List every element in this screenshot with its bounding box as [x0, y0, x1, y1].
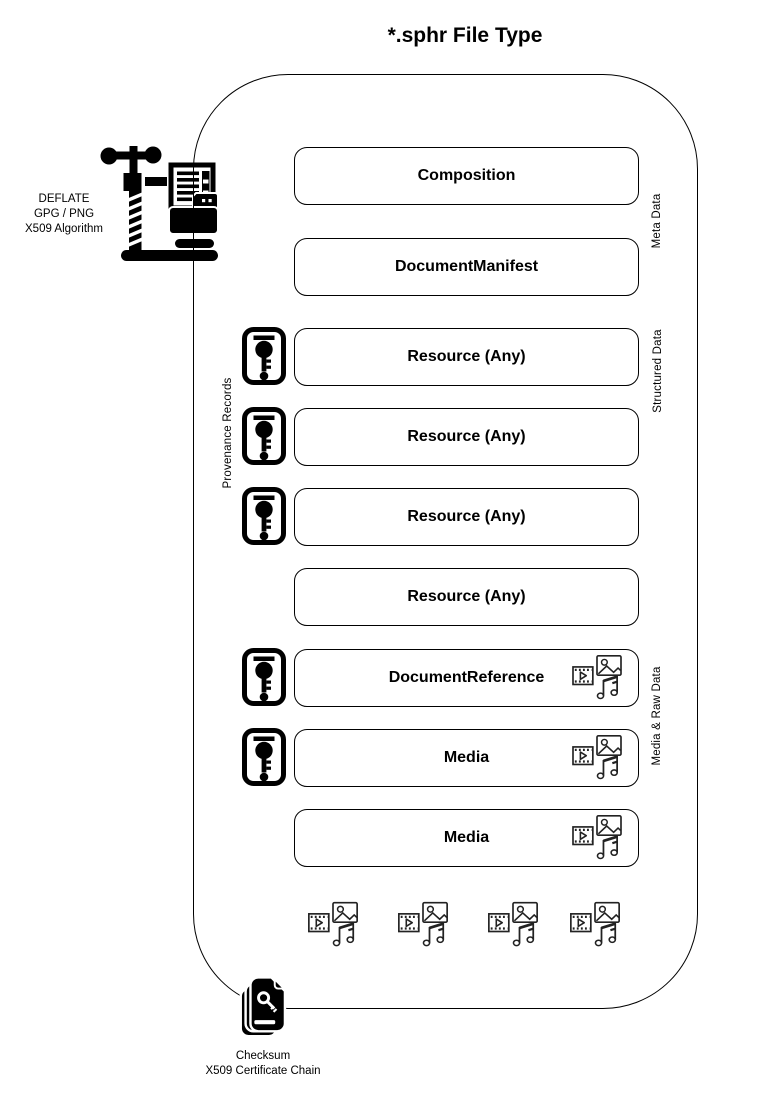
algorithm-note-line: X509 Algorithm: [25, 223, 103, 235]
box-label: Resource (Any): [407, 428, 526, 445]
box-resource-1: [294, 328, 639, 386]
checksum-certificate-icon: [238, 974, 294, 1042]
section-label-meta-data: Meta Data: [651, 193, 663, 249]
box-label: DocumentManifest: [394, 258, 539, 275]
page-title: *.sphr File Type: [387, 24, 543, 47]
key-icon: [242, 487, 286, 545]
algorithm-note-line: GPG / PNG: [33, 208, 95, 220]
media-icons: [570, 814, 624, 862]
box-label: DocumentReference: [388, 669, 545, 686]
media-icons: [307, 899, 359, 951]
box-resource-3: [294, 488, 639, 546]
algorithm-note-line: DEFLATE: [38, 193, 90, 205]
box-label: Resource (Any): [407, 588, 526, 605]
box-label: Resource (Any): [407, 508, 526, 525]
box-composition: [294, 147, 639, 205]
box-label: Media: [443, 749, 490, 766]
section-label-provenance-records: Provenance Records: [222, 377, 234, 489]
key-icon: [242, 407, 286, 465]
box-documentmanifest: [294, 238, 639, 296]
checksum-note-line: X509 Certificate Chain: [205, 1065, 321, 1077]
key-icon: [242, 648, 286, 706]
box-resource-2: [294, 408, 639, 466]
media-icons: [487, 899, 539, 951]
key-icon: [242, 728, 286, 786]
media-icons: [397, 899, 449, 951]
checksum-note: [143, 1049, 383, 1079]
box-label: Media: [443, 829, 490, 846]
section-label-structured-data: Structured Data: [652, 329, 664, 413]
key-icon: [242, 327, 286, 385]
checksum-note-line: Checksum: [235, 1050, 291, 1062]
box-label: Composition: [417, 167, 516, 184]
media-icons: [570, 654, 624, 702]
box-label: Resource (Any): [407, 348, 526, 365]
box-resource-4: [294, 568, 639, 626]
section-label-media-raw-data: Media & Raw Data: [651, 666, 663, 766]
media-icons: [569, 899, 621, 951]
algorithm-note: [8, 192, 120, 237]
media-icons: [570, 734, 624, 782]
